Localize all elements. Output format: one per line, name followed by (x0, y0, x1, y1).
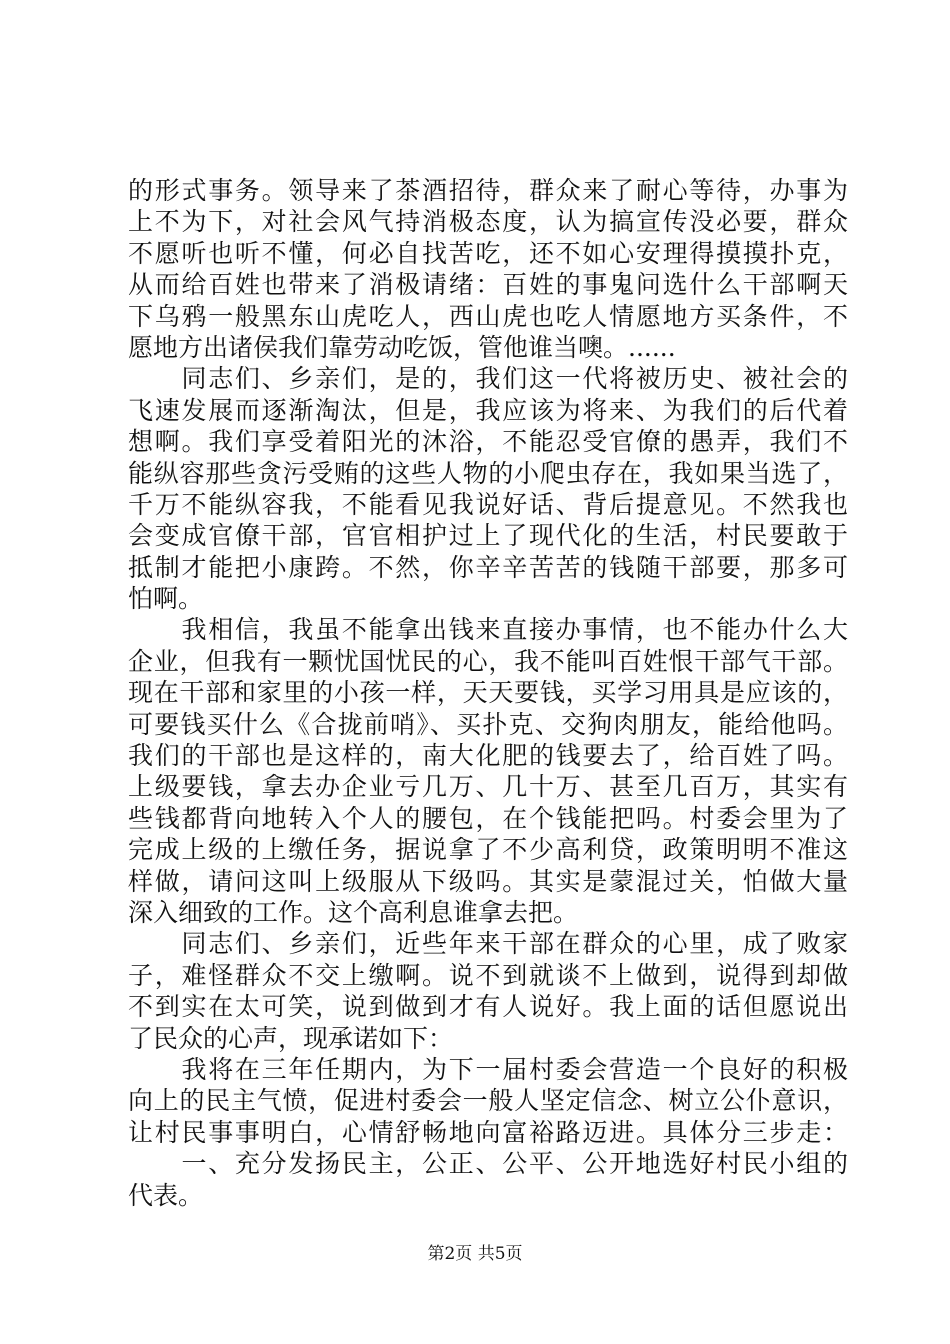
text-line: 深入细致的工作。这个高利息谁拿去把。 (128, 897, 579, 927)
text-line: 了民众的心声，现承诺如下： (128, 1023, 454, 1053)
text-line: 我们的干部也是这样的，南大化肥的钱要去了，给百姓了吗。 (128, 741, 848, 771)
text-line: 代表。 (128, 1180, 204, 1210)
text-line: 可要钱买什么《合拢前哨》、买扑克、交狗肉朋友，能给他吗。 (128, 709, 848, 739)
text-line: 让村民事事明白，心情舒畅地向富裕路迈进。具体分三步走： (128, 1117, 848, 1147)
text-line: 不到实在太可笑，说到做到才有人说好。我上面的话但愿说出 (128, 992, 848, 1022)
text-line: 下乌鸦一般黑东山虎吃人，西山虎也吃人情愿地方买条件，不 (128, 301, 848, 331)
text-line: 愿地方出诸侯我们靠劳动吃饭，管他谁当噢。...... (128, 332, 676, 362)
text-line: 飞速发展而逐渐淘汰，但是，我应该为将来、为我们的后代着 (128, 395, 848, 425)
text-line: 同志们、乡亲们，是的，我们这一代将被历史、被社会的 (128, 364, 848, 394)
text-line: 上级要钱，拿去办企业亏几万、几十万、甚至几百万，其实有 (128, 772, 848, 802)
text-line: 我将在三年任期内，为下一届村委会营造一个良好的积极 (128, 1054, 848, 1084)
text-line: 同志们、乡亲们，近些年来干部在群众的心里，成了败家 (128, 929, 848, 959)
text-line: 千万不能纵容我，不能看见我说好话、背后提意见。不然我也 (128, 489, 848, 519)
text-line: 会变成官僚干部，官官相护过上了现代化的生活，村民要敢于 (128, 521, 848, 551)
text-line: 向上的民主气愤，促进村委会一般人坚定信念、树立公仆意识， (128, 1086, 848, 1116)
text-line: 的形式事务。领导来了茶酒招待，群众来了耐心等待，办事为 (128, 176, 848, 205)
text-line: 能纵容那些贪污受贿的这些人物的小爬虫存在，我如果当选了， (128, 458, 848, 488)
text-line: 些钱都背向地转入个人的腰包，在个钱能把吗。村委会里为了 (128, 803, 848, 833)
page-footer: 第2页 共5页 (427, 1244, 523, 1264)
text-line: 想啊。我们享受着阳光的沐浴，不能忍受官僚的愚弄，我们不 (128, 427, 848, 457)
text-line: 从而给百姓也带来了消极请绪：百姓的事鬼问选什么干部啊天 (128, 270, 848, 300)
text-line: 抵制才能把小康跨。不然，你辛辛苦苦的钱随干部要，那多可 (128, 552, 848, 582)
text-line: 不愿听也听不懂，何必自找苦吃，还不如心安理得摸摸扑克， (128, 238, 848, 268)
text-line: 企业，但我有一颗忧国忧民的心，我不能叫百姓恨干部气干部。 (128, 646, 848, 676)
text-line: 我相信，我虽不能拿出钱来直接办事情，也不能办什么大 (128, 615, 848, 645)
text-line: 现在干部和家里的小孩一样，天天要钱，买学习用具是应该的， (128, 678, 848, 708)
text-line: 完成上级的上缴任务，据说拿了不少高利贷，政策明明不准这 (128, 835, 848, 865)
text-line: 样做，请问这叫上级服从下级吗。其实是蒙混过关，怕做大量 (128, 866, 848, 896)
text-line: 一、充分发扬民主，公正、公平、公开地选好村民小组的 (128, 1149, 848, 1179)
text-line: 上不为下，对社会风气持消极态度，认为搞宣传没必要，群众 (128, 207, 848, 237)
text-line: 子，难怪群众不交上缴啊。说不到就谈不上做到，说得到却做 (128, 960, 848, 990)
text-line: 怕啊。 (128, 584, 204, 614)
document-body (128, 175, 848, 1211)
